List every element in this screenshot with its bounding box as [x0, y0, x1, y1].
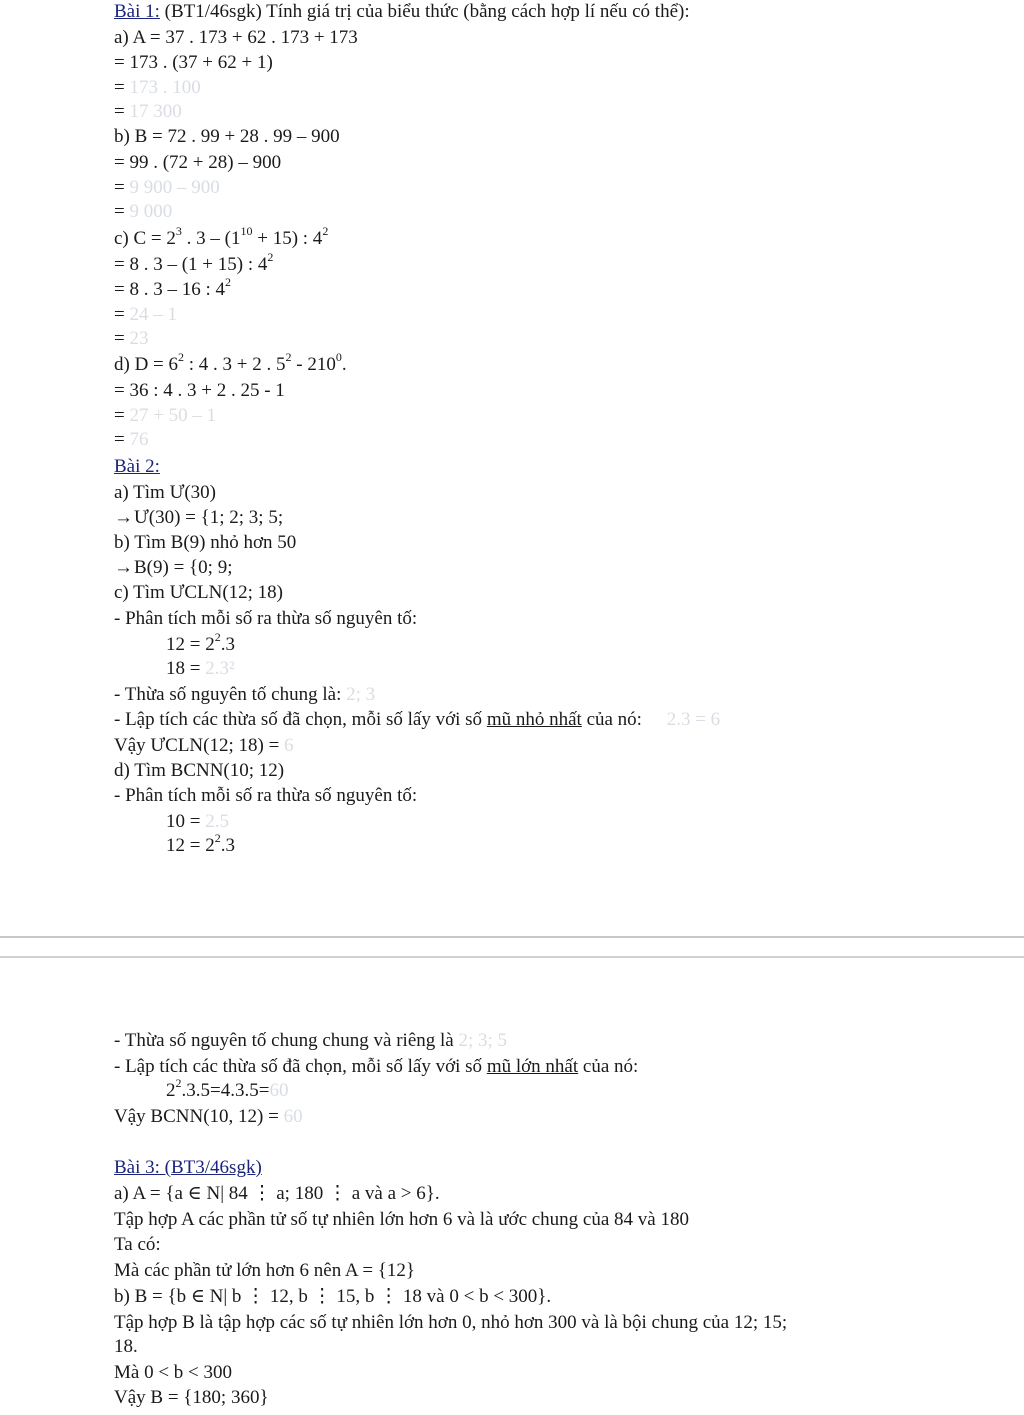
bai3-heading	[114, 1157, 262, 1179]
bai1-a-line3: = 173 . 100	[114, 77, 201, 98]
answer-hidden: 2.3²	[205, 658, 235, 679]
answer-hidden: 23	[129, 328, 149, 349]
bai1-label: Bài 1:	[114, 1, 160, 22]
answer-hidden: 2.3 = 6	[666, 709, 721, 730]
bai2-a-line2: →Ư(30) = {1; 2; 3; 5;	[114, 507, 284, 528]
bai2-a-line1: a) Tìm Ư(30)	[114, 482, 216, 503]
bai1-c-line1: c) $C = 2^3$ . $3 - (1^{10} + 15)$ : $4^2$	[114, 223, 329, 249]
answer-hidden: 17 300	[129, 101, 182, 122]
bai2-c-line7: Vậy ƯCLN(12; 18) = 6	[114, 735, 294, 756]
bai2-c-line6: - Lập tích các thừa số đã chọn, mỗi số lấy với số mũ nhỏ nhất của nó: 2.3 = 6	[114, 709, 721, 730]
bai1-c-line4: = 24 – 1	[114, 304, 177, 325]
bai2-d-line1: d) Tìm BCNN(10; 12)	[114, 760, 285, 781]
bai3-a-line3: Ta có:	[114, 1234, 161, 1255]
bai3-title: (BT3/46sgk)	[159, 1157, 262, 1178]
answer-hidden: 24 – 1	[129, 304, 177, 325]
bai2-d-line7: $2^2.3.5=4.3.5=60$	[166, 1075, 289, 1101]
bai3-b-line3: 18.	[114, 1336, 138, 1357]
arrow-right-icon: →	[114, 557, 133, 578]
bai1-a-line4: = 17 300	[114, 101, 182, 122]
bai2-d-line8: Vậy BCNN(10, 12) = 60	[114, 1106, 303, 1127]
bai3-a-line2: Tập hợp A các phần tử số tự nhiên lớn hơn 6 và là ước chung của 84 và 180	[114, 1209, 689, 1230]
bai1-heading	[114, 1, 690, 23]
answer-hidden: 6	[284, 735, 294, 756]
bai1-d-line2: = 36 : 4 . 3 + 2 . 25 - 1	[114, 380, 285, 401]
bai2-b-line1: b) Tìm B(9) nhỏ hơn 50	[114, 532, 297, 553]
bai2-c-line2: - Phân tích mỗi số ra thừa số nguyên tố:	[114, 608, 418, 629]
page-break-line	[0, 936, 1024, 938]
answer-hidden: 2; 3; 5	[458, 1030, 508, 1051]
bai1-b-line4: = 9 000	[114, 201, 173, 222]
answer-hidden: 76	[129, 429, 149, 450]
bai3-b-line5: Vậy B = {180; 360}	[114, 1387, 269, 1408]
bai2-d-line5: - Thừa số nguyên tố chung chung và riêng là 2; 3; 5	[114, 1030, 508, 1051]
bai2-d-line2: - Phân tích mỗi số ra thừa số nguyên tố:	[114, 785, 418, 806]
bai1-d-line1: d) $D = 6^2$ : 4 . 3 + 2 . $5^2 - 210^0$.	[114, 349, 347, 375]
bai2-d-line3: 10 = 2.5	[166, 811, 229, 832]
arrow-right-icon: →	[114, 507, 133, 528]
bai1-d-line4: = 76	[114, 429, 149, 450]
answer-hidden: 2.5	[205, 811, 229, 832]
answer-hidden: 9 900 – 900	[129, 177, 220, 198]
bai2-c-line4: 18 = 2.3²	[166, 658, 235, 679]
page-break-line	[0, 956, 1024, 958]
bai2-heading: Bài 2:	[114, 456, 160, 477]
bai2-c-line5: - Thừa số nguyên tố chung là: 2; 3	[114, 684, 376, 705]
bai3-a-line4: Mà các phần tử lớn hơn 6 nên A = {12}	[114, 1260, 416, 1281]
answer-hidden: 9 000	[129, 201, 173, 222]
answer-hidden: 60	[283, 1106, 303, 1127]
bai2-d-line6: - Lập tích các thừa số đã chọn, mỗi số lấy với số mũ lớn nhất của nó:	[114, 1056, 639, 1077]
bai1-b-line2: = 99 . (72 + 28) – 900	[114, 152, 282, 173]
answer-hidden: 173 . 100	[129, 77, 201, 98]
bai1-c-line3: = 8 . 3 – 16 : $4^2$	[114, 274, 231, 300]
bai3-b-line1: b) B = {b ∈ N| b ⋮ 12, b ⋮ 15, b ⋮ 18 và 0 < b < 300}.	[114, 1286, 552, 1307]
bai2-d-line4: $12 = 2^2.3$	[166, 830, 235, 856]
bai3-a-line1: a) A = {a ∈ N| 84 ⋮ a; 180 ⋮ a và a > 6}.	[114, 1183, 440, 1204]
bai2-b-line2: →B(9) = {0; 9;	[114, 557, 233, 578]
bai1-b-line3: = 9 900 – 900	[114, 177, 220, 198]
bai1-a-line2: = 173 . (37 + 62 + 1)	[114, 52, 273, 73]
bai2-c-line3: $12 = 2^2.3$	[166, 629, 235, 655]
answer-hidden: 27 + 50 – 1	[129, 405, 217, 426]
bai1-c-line5: = 23	[114, 328, 149, 349]
bai2-c-line1: c) Tìm ƯCLN(12; 18)	[114, 582, 284, 603]
bai1-b-line1: b) B = 72 . 99 + 28 . 99 – 900	[114, 126, 340, 147]
bai1-d-line3: = 27 + 50 – 1	[114, 405, 217, 426]
answer-hidden: 60	[269, 1080, 289, 1101]
bai1-c-line2: = 8 . 3 – (1 + 15) : $4^2$	[114, 249, 274, 275]
bai1-title: (BT1/46sgk) Tính giá trị của biểu thức (bằng cách hợp lí nếu có thể):	[159, 1, 690, 22]
bai1-a-line1: a) A = 37 . 173 + 62 . 173 + 173	[114, 27, 358, 48]
bai3-label: Bài 3:	[114, 1157, 160, 1178]
bai3-b-line2: Tập hợp B là tập hợp các số tự nhiên lớn hơn 0, nhỏ hơn 300 và là bội chung của 12; 15;	[114, 1312, 788, 1333]
answer-hidden: 2; 3	[346, 684, 376, 705]
bai3-b-line4: Mà 0 < b < 300	[114, 1362, 233, 1383]
